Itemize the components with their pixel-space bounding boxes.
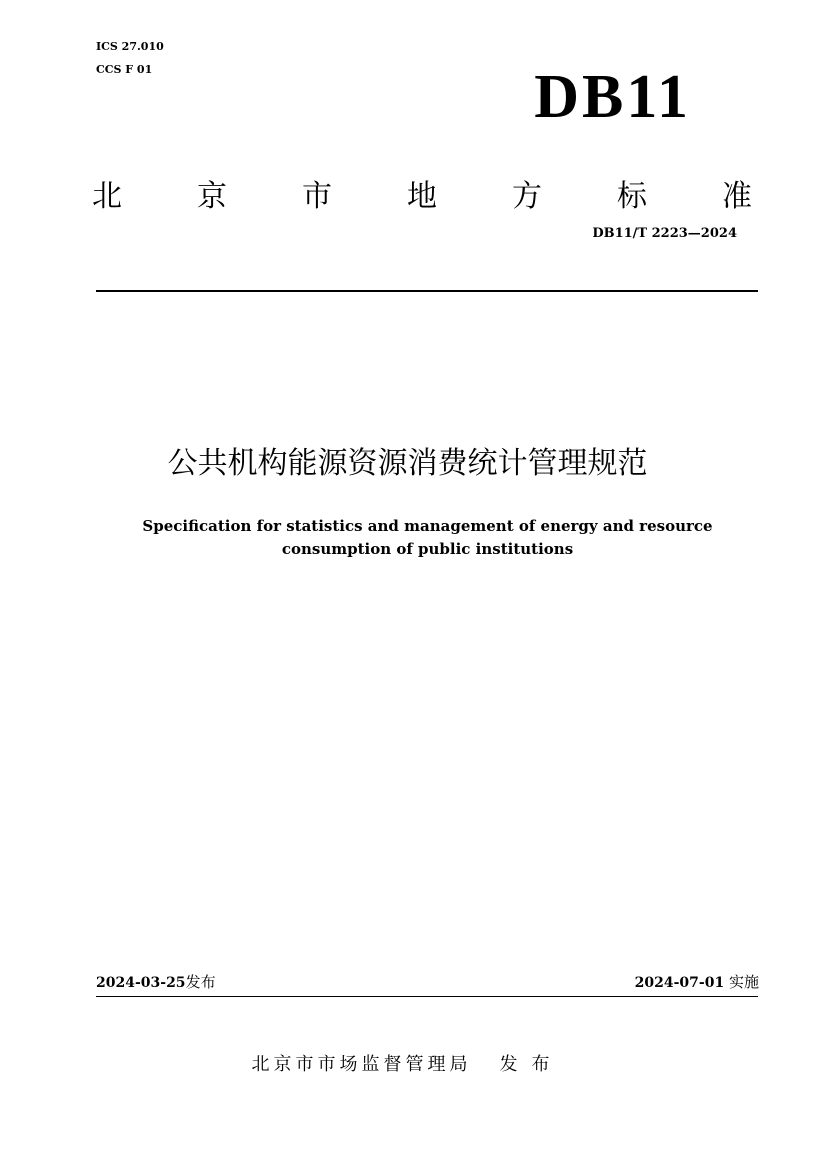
ics-code: ICS 27.010 bbox=[96, 40, 164, 53]
title-en-line: Specification for statistics and management of energy and resource bbox=[142, 517, 713, 535]
ccs-code: CCS F 01 bbox=[96, 63, 153, 76]
footer-divider bbox=[96, 996, 758, 997]
standard-type-char: 京 bbox=[197, 179, 227, 214]
standard-type-char: 标 bbox=[617, 179, 647, 214]
implement-label: 实施 bbox=[728, 973, 759, 991]
standard-type-char: 北 bbox=[92, 179, 122, 214]
standard-mark: DB11 bbox=[534, 63, 691, 131]
release-date bbox=[96, 975, 216, 990]
standard-type-char: 地 bbox=[407, 179, 437, 214]
implement-date bbox=[635, 975, 759, 990]
header-divider bbox=[96, 290, 758, 292]
standard-type-char: 市 bbox=[302, 179, 332, 214]
standard-number: DB11/T 2223—2024 bbox=[592, 226, 737, 241]
publisher-org: 北京市市场监督管理局 bbox=[251, 1054, 472, 1075]
release-label: 发布 bbox=[185, 973, 216, 991]
publisher-action: 发布 bbox=[499, 1054, 564, 1075]
publisher bbox=[0, 1056, 815, 1074]
standard-type-char: 准 bbox=[722, 179, 752, 214]
title-en-line: consumption of public institutions bbox=[281, 540, 574, 558]
document-title-en bbox=[60, 515, 795, 561]
standard-type bbox=[92, 179, 752, 214]
release-date-value: 2024-03-25 bbox=[96, 975, 186, 991]
standard-type-char: 方 bbox=[512, 179, 542, 214]
document-title-cn: 公共机构能源资源消费统计管理规范 bbox=[167, 446, 648, 481]
implement-date-value: 2024-07-01 bbox=[634, 975, 725, 991]
